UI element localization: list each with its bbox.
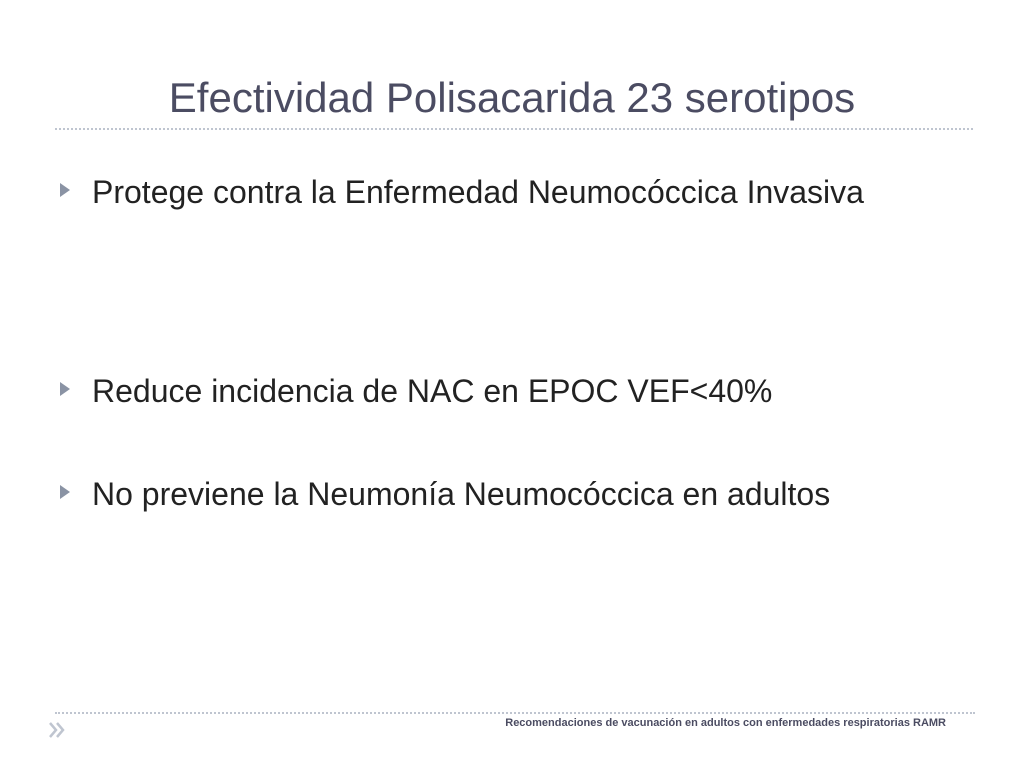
- footer-divider: [55, 712, 975, 714]
- slide-title: Efectividad Polisacarida 23 serotipos: [168, 74, 856, 121]
- bullet-list: [60, 0, 964, 700]
- slide-footer: Recomendaciones de vacunación en adultos con enfermedades respiratorias RAMR: [505, 717, 946, 729]
- bullet-text: Reduce incidencia de NAC en EPOC VEF<40%: [92, 373, 773, 409]
- bullet-text: No previene la Neumonía Neumocóccica en adultos: [92, 476, 831, 512]
- triangle-bullet-icon: [60, 485, 70, 499]
- double-chevron-decoration-icon: [47, 720, 67, 740]
- triangle-bullet-icon: [60, 382, 70, 396]
- triangle-bullet-icon: [60, 183, 70, 197]
- bullet-text: Protege contra la Enfermedad Neumocóccica Invasiva: [92, 174, 864, 210]
